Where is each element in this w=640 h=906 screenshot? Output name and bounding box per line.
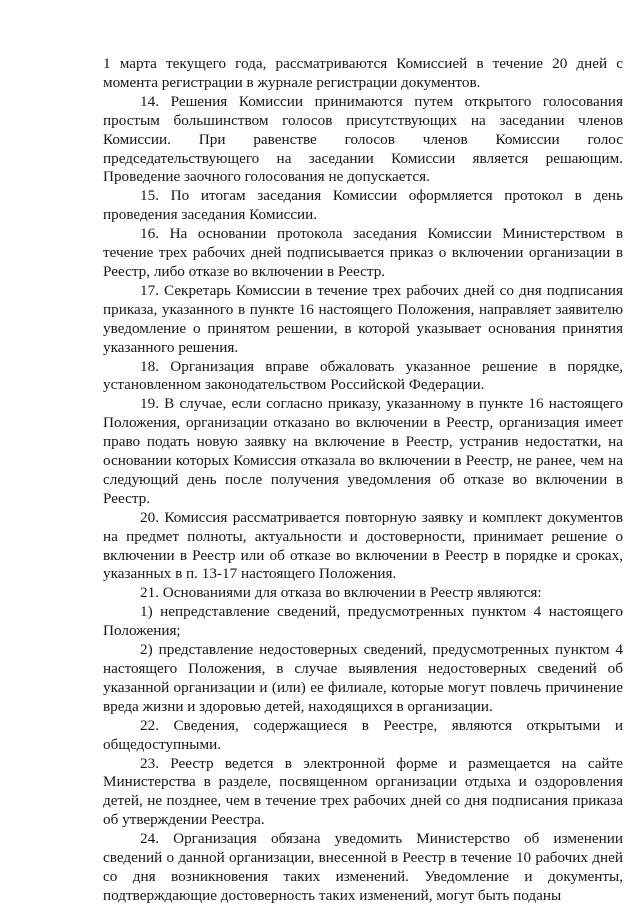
paragraph-13-continuation: 1 марта текущего года, рассматриваются Комиссией в течение 20 дней с момента регистрации в журнале регистрации документов. [103, 55, 623, 91]
paragraph-24: 24. Организация обязана уведомить Министерство об изменении сведений о данной организации, внесенной в Реестр в течение 10 рабочих дней со дня возникновения таких изменений. Уведомление и документы, подтверждающие достоверность таких изменений, могут быть поданы [103, 830, 623, 904]
paragraph-15: 15. По итогам заседания Комиссии оформляется протокол в день проведения заседания Комиссии. [103, 187, 623, 224]
paragraph-20: 20. Комиссия рассматривается повторную заявку и комплект документов на предмет полноты, актуальности и достоверности, принимает решение о включении в Реестр или об отказе во включении в Реестр в порядке и сроках, указанных в п. 13-17 настоящего Положения. [103, 508, 623, 583]
paragraph-19: 19. В случае, если согласно приказу, указанному в пункте 16 настоящего Положения, организации отказано во включении в Реестр, организация имеет право подать новую заявку на включение в Реестр, устранив недостатки, на основании которых Комиссия отказала во включении в Реестр, не ранее, чем на следующий день после получения уведомления об отказе во включении в Реестр. [103, 395, 623, 507]
paragraph-21: 21. Основаниями для отказа во включении в Реестр являются: [140, 584, 542, 602]
paragraph-22: 22. Сведения, содержащиеся в Реестре, являются открытыми и общедоступными. [103, 716, 623, 753]
document-page [103, 55, 623, 906]
paragraph-17: 17. Секретарь Комиссии в течение трех рабочих дней со дня подписания приказа, указанного в пункте 16 настоящего Положения, направляет заявителю уведомление о принятом решении, в которой указывает основания принятия указанного решения. [103, 281, 623, 356]
paragraph-16: 16. На основании протокола заседания Комиссии Министерством в течение трех рабочих дней подписывается приказ о включении организации в Реестр, либо отказе во включении в Реестр. [103, 225, 623, 280]
paragraph-18: 18. Организация вправе обжаловать указанное решение в порядке, установленном законодательством Российской Федерации. [103, 357, 623, 394]
paragraph-14: 14. Решения Комиссии принимаются путем открытого голосования простым большинством голосов присутствующих на заседании членов Комиссии. При равенстве голосов членов Комиссии голос председательствующего на заседании Комиссии является решающим. Проведение заочного голосования не допускается. [103, 92, 623, 186]
paragraph-23: 23. Реестр ведется в электронной форме и размещается на сайте Министерства в разделе, посвященном организации отдыха и оздоровления детей, не позднее, чем в течение трех рабочих дней со дня подписания приказа об утверждении Реестра. [103, 754, 623, 829]
paragraph-21-item-1: 1) непредставление сведений, предусмотренных пунктом 4 настоящего Положения; [103, 603, 623, 640]
paragraph-21-item-2: 2) представление недостоверных сведений, предусмотренных пунктом 4 настоящего Положения, в случае выявления недостоверных сведений об указанной организации и (или) ее филиале, которые могут повлечь причинение вреда жизни и здоровью детей, находящихся в организации. [103, 641, 623, 715]
